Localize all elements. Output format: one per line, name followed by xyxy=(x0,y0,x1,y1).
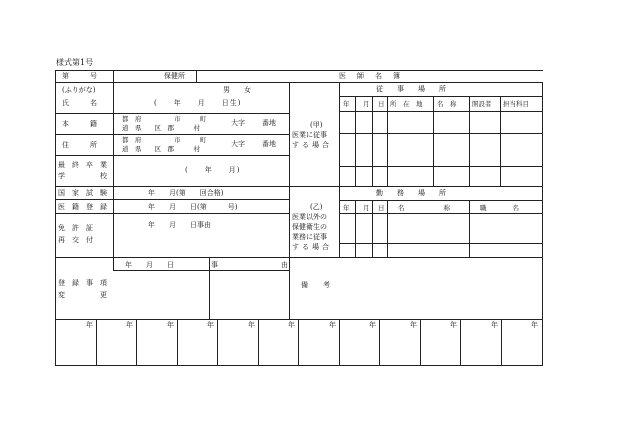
register-value: 年 月 日(第 号) xyxy=(148,203,238,211)
divider xyxy=(55,257,543,258)
address-addr-row1: 都 府 市 町 xyxy=(122,136,207,144)
ko-label: する場合 xyxy=(292,141,332,149)
number-label: 第 号 xyxy=(62,72,97,80)
exam-label: 国 家 試 験 xyxy=(58,189,107,197)
col-founder: 開設者 xyxy=(472,100,492,108)
divider xyxy=(55,186,290,187)
divider xyxy=(96,319,97,365)
divider xyxy=(355,96,356,186)
col-name: 名 称 xyxy=(437,100,457,108)
year-cell: 年 xyxy=(126,321,133,329)
frame-top xyxy=(55,70,543,71)
divider xyxy=(339,96,543,97)
year-cell: 年 xyxy=(207,321,214,329)
col-name2: 名 称 xyxy=(398,204,450,212)
year-cell: 年 xyxy=(288,321,295,329)
honseki-addr-row2: 道 県 区 郡 村 xyxy=(122,124,200,132)
divider xyxy=(339,111,543,112)
year-cell: 年 xyxy=(410,321,417,329)
col-position: 職 名 xyxy=(480,204,519,212)
divider xyxy=(355,200,356,257)
divider xyxy=(372,96,373,186)
address-banchi: 番地 xyxy=(262,140,276,148)
col-dept: 担当科目 xyxy=(503,100,529,108)
change-reason: 事 xyxy=(211,261,218,269)
divider xyxy=(55,199,290,200)
year-cell: 年 xyxy=(86,321,93,329)
change-label: 変 更 xyxy=(58,291,107,299)
divider xyxy=(387,200,388,257)
form-title: 様式第1号 xyxy=(56,58,94,67)
divider xyxy=(339,200,543,201)
divider xyxy=(339,166,543,167)
divider xyxy=(55,113,290,114)
divider xyxy=(209,257,210,319)
license-label: 免 許 証 xyxy=(58,224,93,232)
divider xyxy=(469,96,470,186)
col-month: 月 xyxy=(363,100,370,108)
col-year: 年 xyxy=(343,100,350,108)
divider xyxy=(177,319,178,365)
divider xyxy=(55,213,290,214)
divider xyxy=(136,319,137,365)
divider xyxy=(500,96,501,186)
office-header: 勤 務 場 所 xyxy=(376,189,446,197)
year-cell: 年 xyxy=(491,321,498,329)
change-reason: 由 xyxy=(281,261,288,269)
otsu-label: 保健衛生の xyxy=(292,223,327,231)
frame-right xyxy=(542,82,543,366)
school-label: 最 終 卒 業 xyxy=(58,161,107,169)
otsu-label: する場合 xyxy=(292,243,332,251)
col-day: 日 xyxy=(378,100,385,108)
col-location: 所 在 地 xyxy=(390,100,423,108)
health-center-label: 保健所 xyxy=(164,72,185,80)
address-label: 住 所 xyxy=(62,141,97,149)
gender-options: 男 女 xyxy=(223,86,251,94)
col-month: 月 xyxy=(363,204,370,212)
col-day: 日 xyxy=(378,204,385,212)
change-label: 登 録 事 項 xyxy=(58,279,107,287)
change-date: 年 月 日 xyxy=(125,261,174,269)
divider xyxy=(460,319,461,365)
divider xyxy=(113,270,290,271)
divider xyxy=(113,82,114,270)
divider xyxy=(289,82,290,257)
divider xyxy=(289,257,290,319)
divider xyxy=(387,96,388,186)
honseki-aza: 大字 xyxy=(231,119,245,127)
school-date: ( 年 月) xyxy=(185,166,241,174)
divider xyxy=(55,82,543,83)
ko-label: (甲) xyxy=(310,121,323,129)
address-aza: 大字 xyxy=(231,140,245,148)
divider xyxy=(258,319,259,365)
divider xyxy=(298,319,299,365)
license-value: 年 月 日事由 xyxy=(148,221,211,229)
divider xyxy=(196,70,197,82)
divider xyxy=(420,319,421,365)
honseki-addr-row1: 都 府 市 町 xyxy=(122,115,207,123)
divider xyxy=(55,319,543,320)
divider xyxy=(289,186,543,187)
remarks-label: 備 考 xyxy=(301,281,334,289)
year-cell: 年 xyxy=(329,321,336,329)
divider xyxy=(339,243,543,244)
year-cell: 年 xyxy=(167,321,174,329)
name-label: 氏 名 xyxy=(62,99,97,107)
workplace-header: 従 事 場 所 xyxy=(376,85,446,93)
divider xyxy=(339,133,543,134)
divider xyxy=(217,319,218,365)
divider xyxy=(339,213,543,214)
otsu-label: 業務に従事 xyxy=(292,233,327,241)
frame-left xyxy=(55,70,56,366)
divider xyxy=(433,96,434,186)
col-year: 年 xyxy=(343,204,350,212)
otsu-label: (乙) xyxy=(310,203,323,211)
divider xyxy=(55,155,290,156)
birth-date: ( 年 月 日生) xyxy=(154,99,242,107)
furigana-label: (ふりがな) xyxy=(62,86,96,94)
exam-value: 年 月(第 回合格) xyxy=(148,189,224,197)
divider xyxy=(55,134,290,135)
form-heading: 医 師 名 簿 xyxy=(339,72,402,80)
register-label: 医 籍 登 録 xyxy=(58,203,107,211)
divider xyxy=(501,319,502,365)
divider xyxy=(372,200,373,257)
divider xyxy=(113,70,114,82)
honseki-banchi: 番地 xyxy=(262,119,276,127)
school-label: 学 校 xyxy=(58,172,107,180)
year-cell: 年 xyxy=(248,321,255,329)
year-cell: 年 xyxy=(531,321,538,329)
divider xyxy=(339,319,340,365)
divider xyxy=(469,200,470,257)
honseki-label: 本 籍 xyxy=(62,120,97,128)
address-addr-row2: 道 県 区 郡 村 xyxy=(122,145,200,153)
ko-label: 医業に従事 xyxy=(292,131,327,139)
year-cell: 年 xyxy=(369,321,376,329)
frame-bottom xyxy=(55,365,543,366)
otsu-label: 医業以外の xyxy=(292,213,327,221)
license-label: 再 交 付 xyxy=(58,236,93,244)
divider xyxy=(379,319,380,365)
year-cell: 年 xyxy=(450,321,457,329)
divider xyxy=(339,82,340,257)
